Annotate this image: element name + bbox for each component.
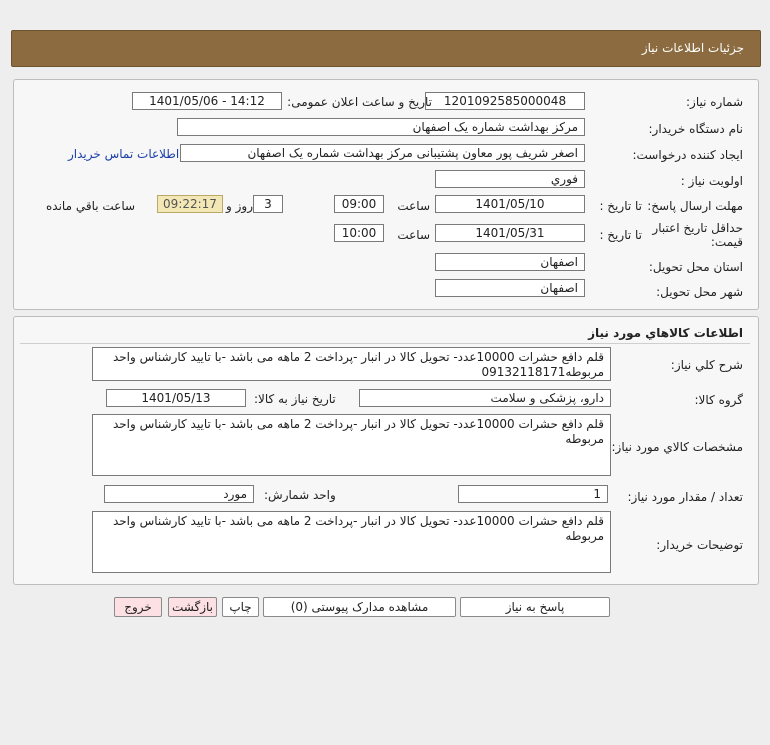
page-title: جزئیات اطلاعات نیاز xyxy=(641,41,744,55)
specs-field: قلم دافع حشرات 10000عدد- تحویل کالا در انبار -پرداخت 2 ماهه می باشد -با تایید کارشناس واحد مربوطه xyxy=(92,414,611,476)
validity-time-label: ساعت xyxy=(397,228,430,242)
back-button[interactable]: بازگشت xyxy=(168,597,217,617)
unit-label: واحد شمارش: xyxy=(264,488,336,502)
validity-time-field: 10:00 xyxy=(334,224,384,242)
qty-field: 1 xyxy=(458,485,608,503)
days-label: روز و xyxy=(226,199,253,213)
buyer-notes-label: توضیحات خریدار: xyxy=(656,538,743,552)
specs-label: مشخصات کالاي مورد نياز: xyxy=(611,440,743,454)
deadline-time-field: 09:00 xyxy=(334,195,384,213)
remaining-label: ساعت باقي مانده xyxy=(46,199,136,213)
deadline-date-field: 1401/05/10 xyxy=(435,195,585,213)
group-field: دارو، پزشکی و سلامت xyxy=(359,389,611,407)
announce-field: 1401/05/06 - 14:12 xyxy=(132,92,282,110)
unit-field: مورد xyxy=(104,485,254,503)
need-info-panel xyxy=(13,79,759,310)
city-field: اصفهان xyxy=(435,279,585,297)
need-number-label: شماره نیاز: xyxy=(686,95,743,109)
exit-button[interactable]: خروج xyxy=(114,597,162,617)
reply-button[interactable]: پاسخ به نیاز xyxy=(460,597,610,617)
days-remaining-field: 3 xyxy=(253,195,283,213)
buyer-org-label: نام دستگاه خریدار: xyxy=(648,122,743,136)
print-button[interactable]: چاپ xyxy=(222,597,259,617)
deadline-label: مهلت ارسال پاسخ: xyxy=(647,199,743,213)
view-attachments-button[interactable]: مشاهده مدارک پیوستی (0) xyxy=(263,597,456,617)
page-header xyxy=(11,30,761,67)
buyer-contact-link[interactable]: اطلاعات تماس خریدار xyxy=(68,147,180,161)
priority-label: اولویت نیاز : xyxy=(680,174,743,188)
goods-section-title: اطلاعات کالاهاي مورد نياز xyxy=(588,326,743,340)
validity-date-field: 1401/05/31 xyxy=(435,224,585,242)
buyer-org-field: مرکز بهداشت شماره یک اصفهان xyxy=(177,118,585,136)
announce-label: تاریخ و ساعت اعلان عمومی: xyxy=(287,95,432,109)
need-date-label: تاریخ نیاز به کالا: xyxy=(254,392,336,406)
remaining-time-display: 09:22:17 xyxy=(157,195,223,213)
section-divider xyxy=(20,343,750,344)
requester-field: اصغر شریف پور معاون پشتیبانی مرکز بهداشت شماره یک اصفهان xyxy=(180,144,585,162)
summary-label: شرح کلي نياز: xyxy=(670,358,743,372)
group-label: گروه کالا: xyxy=(694,393,743,407)
deadline-time-label: ساعت xyxy=(397,199,430,213)
province-field: اصفهان xyxy=(435,253,585,271)
province-label: استان محل تحویل: xyxy=(648,260,743,274)
need-number-field: 1201092585000048 xyxy=(425,92,585,110)
priority-field: فوري xyxy=(435,170,585,188)
city-label: شهر محل تحویل: xyxy=(656,285,743,299)
deadline-to-date-label: تا تاریخ : xyxy=(599,199,642,213)
requester-label: ایجاد کننده درخواست: xyxy=(632,148,743,162)
validity-to-date-label: تا تاریخ : xyxy=(599,228,642,242)
summary-field: قلم دافع حشرات 10000عدد- تحویل کالا در انبار -پرداخت 2 ماهه می باشد -با تایید کارشناس واحد مربوطه09132118171 xyxy=(92,347,611,381)
validity-label: حداقل تاریخ اعتبار قیمت: xyxy=(652,221,743,249)
need-date-field: 1401/05/13 xyxy=(106,389,246,407)
buyer-notes-field: قلم دافع حشرات 10000عدد- تحویل کالا در انبار -پرداخت 2 ماهه می باشد -با تایید کارشناس واحد مربوطه xyxy=(92,511,611,573)
qty-label: تعداد / مقدار مورد نیاز: xyxy=(627,490,743,504)
